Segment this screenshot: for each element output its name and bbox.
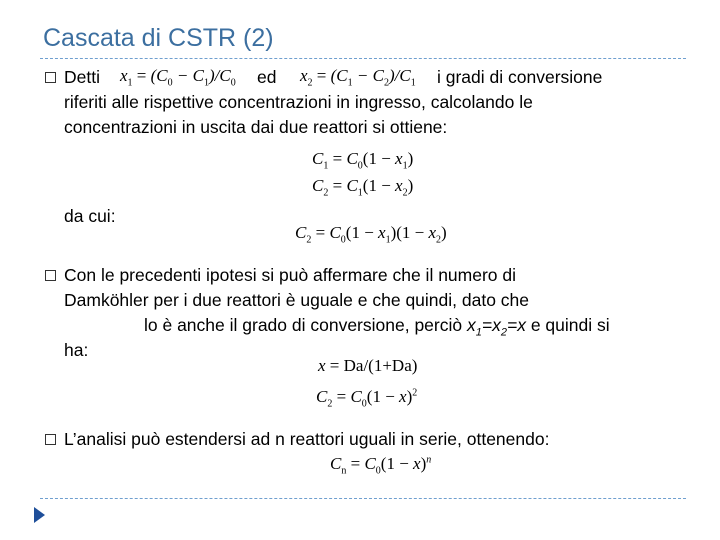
page-title: Cascata di CSTR (2) bbox=[43, 24, 274, 52]
formula-c2: $C_2 = C_1(1 - x_2)$ bbox=[312, 176, 414, 199]
play-arrow-icon[interactable] bbox=[34, 507, 45, 523]
formula-c2-product: $C_2 = C_0(1 - x_1)(1 - x_2)$ bbox=[295, 223, 447, 246]
square-bullet-icon bbox=[45, 270, 56, 281]
formula-x-damkohler: x = Da/(1+Da) bbox=[318, 356, 418, 375]
bullet2-line3-end: e quindi si bbox=[525, 315, 610, 335]
bullet2-line3 bbox=[144, 312, 610, 346]
x-equality: $x_1=x_2=x$ bbox=[466, 315, 526, 339]
bottom-divider bbox=[40, 498, 686, 499]
bullet3-line1: L’analisi può estendersi ad n reattori uguali in serie, ottenendo: bbox=[64, 429, 550, 449]
square-bullet-icon bbox=[45, 434, 56, 445]
formula-c2-square: $C_2 = C_0(1 - x)^2$ bbox=[316, 387, 418, 410]
bullet2-line4: ha: bbox=[64, 340, 89, 360]
square-bullet-icon bbox=[45, 72, 56, 83]
bullet2-line2: Damköhler per i due reattori è uguale e che quindi, dato che bbox=[64, 290, 530, 310]
formula-c1: $C_1 = C_0(1 - x_1)$ bbox=[312, 149, 414, 172]
formula-x1: $x_1 = (C_0 - C_1)/C_0$ bbox=[120, 66, 236, 89]
bullet1-line3: concentrazioni in uscita dai due reattori si ottiene: bbox=[64, 117, 448, 137]
bullet1-da-cui: da cui: bbox=[64, 206, 116, 226]
bullet1-line2: riferiti alle rispettive concentrazioni in ingresso, calcolando le bbox=[64, 92, 533, 112]
top-divider bbox=[40, 58, 686, 59]
bullet1-line1-end: i gradi di conversione bbox=[437, 67, 603, 87]
formula-cn: $C_n = C_0(1 - x)^n$ bbox=[330, 454, 432, 477]
bullet2-line3-start: lo è anche il grado di conversione, perciò bbox=[144, 315, 467, 335]
bullet1-ed: ed bbox=[257, 67, 277, 87]
bullet1-detti: Detti bbox=[64, 67, 100, 87]
formula-x2: $x_2 = (C_1 - C_2)/C_1$ bbox=[300, 66, 416, 89]
bullet2-line1: Con le precedenti ipotesi si può affermare che il numero di bbox=[64, 265, 517, 285]
